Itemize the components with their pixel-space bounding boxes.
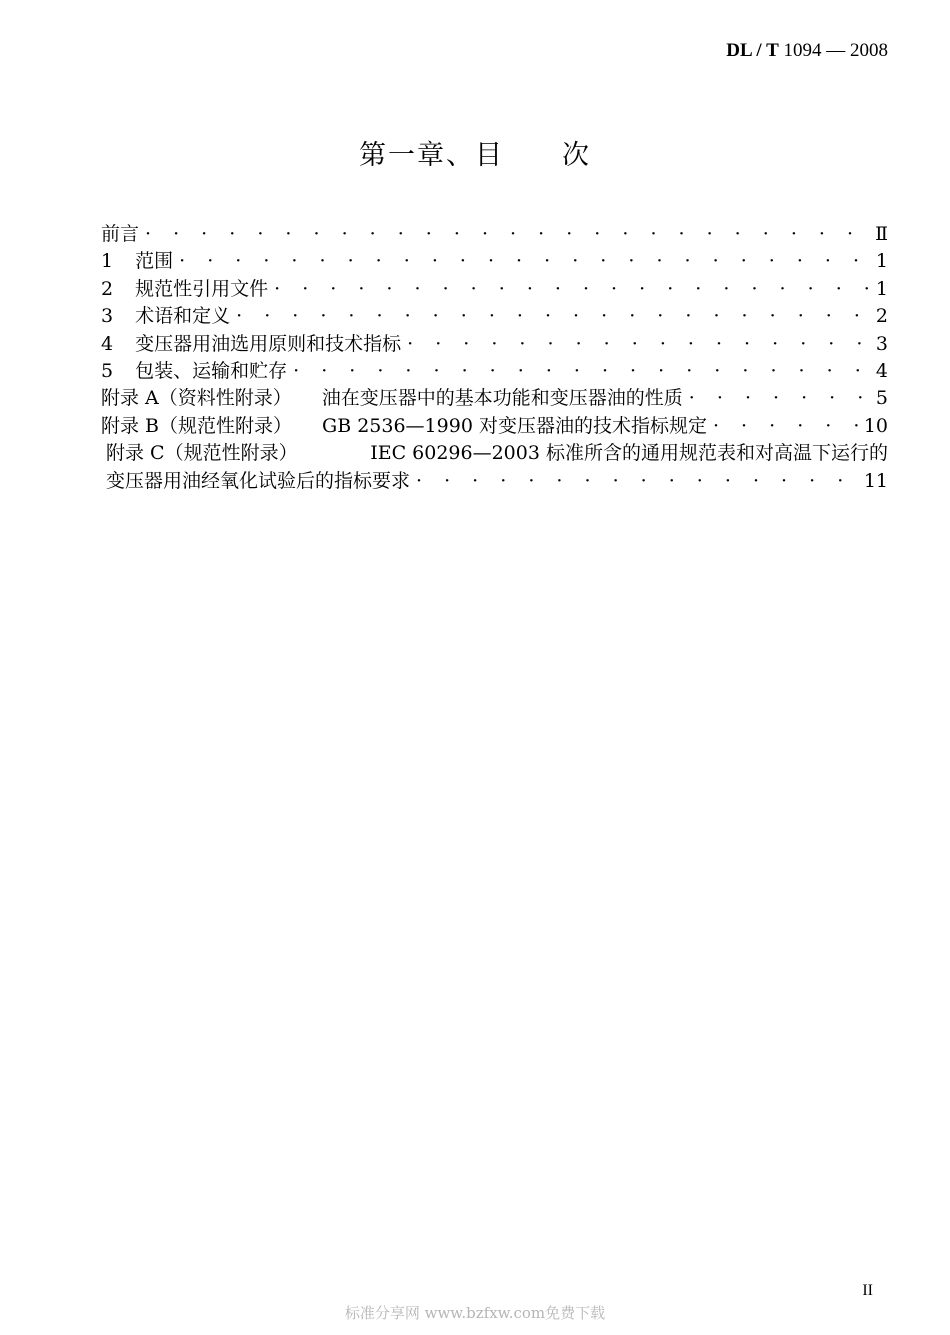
toc-entry-title-continued: 变压器用油经氧化试验后的指标要求 <box>106 469 411 492</box>
toc-entry-label <box>101 276 268 303</box>
page-title: 第一章、目 次 <box>359 140 591 171</box>
toc-entry-appendix-c[interactable] <box>101 440 888 467</box>
standard-code <box>726 40 888 62</box>
toc-entry-page: 3 <box>875 332 888 355</box>
toc-entry-number: 1 <box>101 250 114 273</box>
toc-leader-dots <box>410 468 860 495</box>
toc-entry-title: 范围 <box>135 250 174 273</box>
watermark: 标准分享网 www.bzfxw.com免费下载 <box>344 1304 606 1322</box>
toc-entry-number: 3 <box>101 305 114 328</box>
toc-leader-dots <box>401 331 872 358</box>
toc-entry-normative-references[interactable] <box>101 276 888 303</box>
toc-entry-preface[interactable] <box>101 221 888 248</box>
toc-entry-title: 油在变压器中的基本功能和变压器油的性质 <box>321 387 683 410</box>
toc-leader-dots <box>683 385 872 412</box>
toc-entry-page: 1 <box>875 250 888 273</box>
toc-leader-dots <box>139 221 871 248</box>
toc-entry-number: 附录 B（规范性附录） <box>101 414 293 437</box>
toc-entry-label <box>106 440 888 467</box>
toc-entry-title: GB 2536—1990 对变压器油的技术指标规定 <box>322 414 707 437</box>
toc-entry-label <box>101 413 707 440</box>
toc-entry-title: 变压器用油选用原则和技术指标 <box>135 332 402 355</box>
toc-entry-title: IEC 60296—2003 标准所含的通用规范表和对高温下运行的 <box>370 442 888 465</box>
toc-entry-number: 2 <box>101 277 114 300</box>
toc-leader-dots <box>707 413 860 440</box>
toc-entry-title: 术语和定义 <box>135 305 231 328</box>
table-of-contents <box>101 221 888 495</box>
toc-leader-dots <box>287 358 872 385</box>
toc-entry-appendix-a[interactable] <box>101 385 888 412</box>
toc-entry-oil-selection[interactable] <box>101 331 888 358</box>
toc-entry-page: 10 <box>863 414 888 437</box>
toc-entry-label <box>101 358 287 385</box>
toc-leader-dots <box>268 276 872 303</box>
toc-entry-appendix-b[interactable] <box>101 413 888 440</box>
toc-entry-page: 4 <box>875 359 888 382</box>
toc-entry-page: Ⅱ <box>875 223 888 245</box>
toc-entry-label <box>101 385 683 412</box>
toc-entry-number: 附录 A（资料性附录） <box>101 387 292 410</box>
page-number: II <box>862 1282 873 1299</box>
toc-entry-label <box>101 248 173 275</box>
standard-code-prefix: DL / T <box>726 40 779 61</box>
toc-entry-label <box>101 331 401 358</box>
toc-entry-page: 2 <box>875 305 888 328</box>
toc-entry-packaging[interactable] <box>101 358 888 385</box>
toc-leader-dots <box>230 303 872 330</box>
toc-entry-title: 包装、运输和贮存 <box>135 359 288 382</box>
toc-entry-number: 附录 C（规范性附录） <box>106 442 298 465</box>
toc-entry-scope[interactable] <box>101 248 888 275</box>
toc-entry-title: 规范性引用文件 <box>135 277 269 300</box>
toc-entry-terms[interactable] <box>101 303 888 330</box>
toc-entry-label <box>101 303 230 330</box>
toc-entry-label: 前言 <box>101 223 140 245</box>
toc-entry-page: 1 <box>875 277 888 300</box>
standard-code-number: 1094 — 2008 <box>778 40 888 61</box>
toc-entry-number: 5 <box>101 359 114 382</box>
toc-entry-page: 11 <box>863 469 888 492</box>
toc-entry-number: 4 <box>101 332 114 355</box>
toc-leader-dots <box>173 248 872 275</box>
toc-entry-appendix-c-continued[interactable] <box>101 468 888 495</box>
toc-entry-page: 5 <box>875 387 888 410</box>
